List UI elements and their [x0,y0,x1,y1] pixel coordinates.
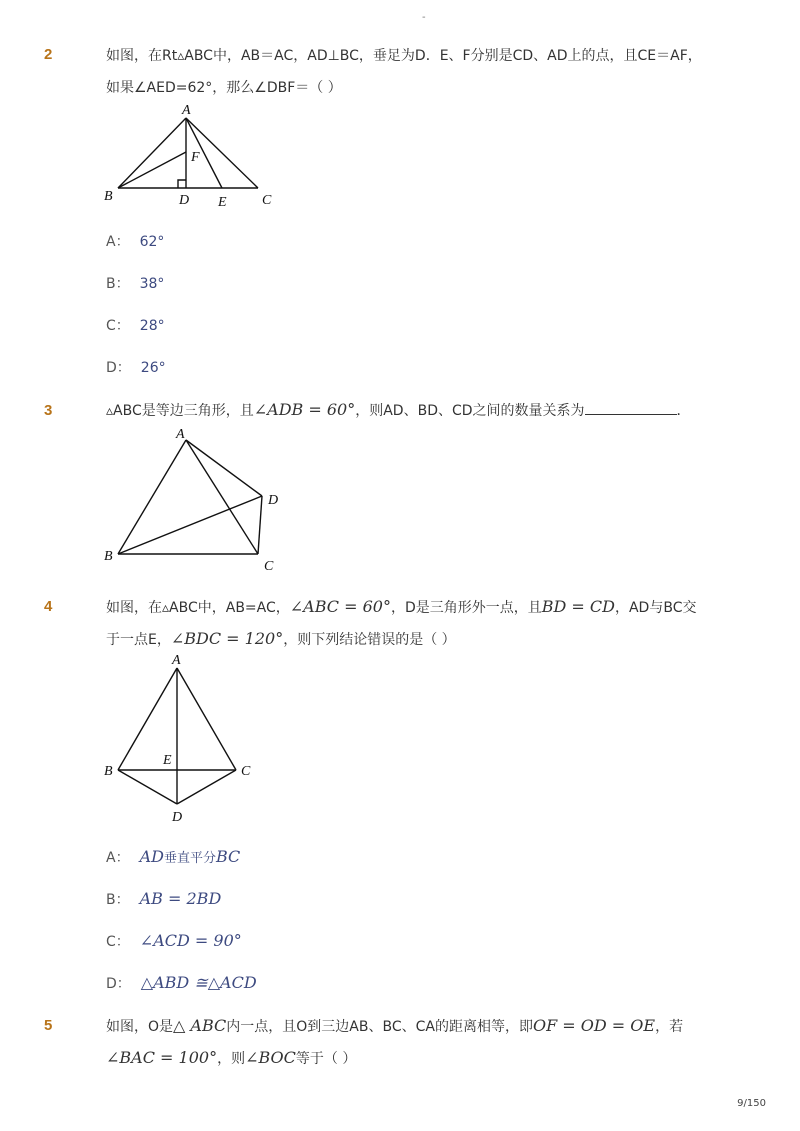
q4-l1-math2: BD = CD [541,597,615,616]
option-letter: B： [106,892,130,908]
q3-text-c: ． [676,403,691,419]
fig2-label-a: A [182,103,191,118]
page-number: 9/150 [737,1098,766,1109]
q5-l1-b: 内一点，且O到三边AB、BC、CA的距离相等，即 [226,1019,533,1035]
option-letter: B： [106,276,130,292]
question-4-text-line2 [106,629,456,650]
question-3-text [106,400,691,421]
q4-l1-a: 如图，在▵ABC中，AB=AC， [106,600,290,616]
option-math: AB = 2BD [139,889,222,908]
question-4-option-c[interactable] [106,931,242,952]
fig4-line-bd [118,770,177,804]
question-5-number: 5 [44,1017,53,1034]
fig3-line-ab [118,440,186,554]
q4-l2-b: ，则下列结论错误的是（ ） [283,632,456,648]
fig4-label-c: C [241,764,251,779]
option-value: 62° [139,234,165,250]
q5-l1-a: 如图，O是 [106,1019,174,1035]
fig4-line-ac [177,668,236,770]
q4-l2-math: ∠BDC = 120° [170,629,284,648]
question-2-text-line1: 如图，在Rt▵ABC中，AB＝AC，AD⊥BC，垂足为D．E、F分别是CD、AD上的点，且CE＝AF， [106,48,702,64]
q3-text-a: ▵ABC是等边三角形，且 [106,403,254,419]
option-value: 28° [139,318,165,334]
option-value: 26° [140,360,166,376]
fig3-label-b: B [104,549,113,564]
q5-l1-math2: OF = OD = OE [532,1016,656,1035]
option-value: 38° [139,276,165,292]
option-math: △ABD ≅△ACD [140,973,257,992]
fig2-label-e: E [218,195,227,210]
fig2-label-c: C [262,193,272,208]
fig4-label-e: E [163,753,172,768]
fig3-label-c: C [264,559,274,574]
question-4-option-b[interactable] [106,889,221,910]
fig3-label-a: A [176,427,185,442]
fig3-line-cd [258,496,262,554]
question-4-figure [100,650,270,830]
fig2-line-ab [118,118,186,188]
question-3-figure [100,420,300,580]
fig2-label-d: D [179,193,190,208]
option-letter: D： [106,976,131,992]
question-4-text-line1 [106,597,696,618]
question-2-option-a[interactable] [106,232,164,252]
q4-l1-b: ，D是三角形外一点，且 [390,600,542,616]
fig4-label-a: A [172,653,181,668]
question-2-option-c[interactable] [106,316,165,336]
question-2-option-b[interactable] [106,274,164,294]
fig4-label-d: D [172,810,183,825]
question-2-number: 2 [44,46,53,63]
fig3-line-ac [186,440,258,554]
fig3-label-d: D [268,493,279,508]
option-letter: C： [106,934,130,950]
q5-l1-c: ，若 [655,1019,684,1035]
q4-l2-a: 于一点E， [106,632,171,648]
fig2-label-b: B [104,189,113,204]
q4-l1-math1: ∠ABC = 60° [289,597,391,616]
q3-math-angle: ∠ADB = 60° [253,400,356,419]
q4-l1-c: ，AD与BC交 [614,600,697,616]
question-4-option-d[interactable] [106,973,257,994]
fig2-line-bf [118,152,186,188]
option-letter: A： [106,234,130,250]
option-math: AD垂直平分BC [139,847,241,866]
q5-l2-b: 等于（ ） [295,1051,357,1067]
fig2-label-f: F [191,150,200,165]
fig2-right-angle-mark [178,180,186,188]
question-2-option-d[interactable] [106,358,166,378]
fig3-line-ad [186,440,262,496]
fig4-label-b: B [104,764,113,779]
question-4-number: 4 [44,598,53,615]
q5-l2-math2: ∠BOC [245,1048,296,1067]
question-2-figure [100,100,290,210]
question-2-text-line2: 如果∠AED=62°，那么∠DBF＝（ ） [106,80,342,96]
q5-l2-math1: ∠BAC = 100° [106,1048,218,1067]
option-math: ∠ACD = 90° [139,931,242,950]
q5-l2-a: ，则 [217,1051,246,1067]
option-letter: A： [106,850,130,866]
q3-text-b: ，则AD、BD、CD之间的数量关系为 [355,403,585,419]
question-4-option-a[interactable] [106,847,240,869]
q5-l1-math1: △ ABC [173,1016,227,1035]
q3-answer-blank[interactable] [585,400,677,415]
question-5-text-line2 [106,1048,356,1069]
question-5-text-line1 [106,1016,683,1037]
option-letter: D： [106,360,131,376]
fig4-line-cd [177,770,236,804]
question-3-number: 3 [44,402,53,419]
top-mark: - [422,12,426,23]
option-letter: C： [106,318,130,334]
